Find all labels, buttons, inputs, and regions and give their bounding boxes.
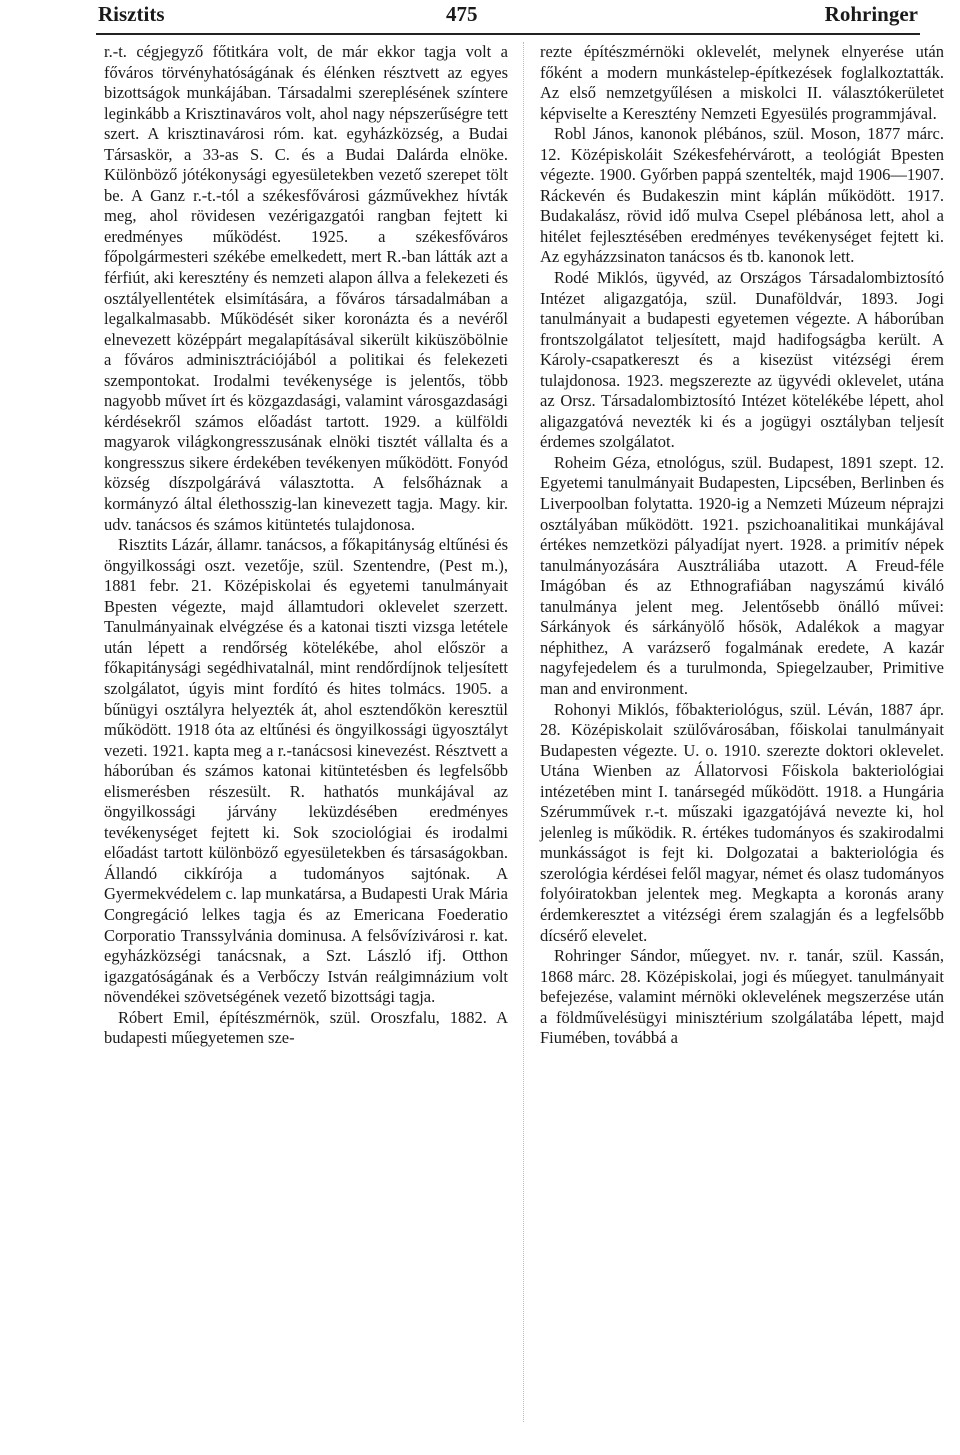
- entry-paragraph: r.-t. cégjegyző főtitkára volt, de már ekkor tagja volt a főváros törvényhatóságának és élénken résztvett az egyes bizottságok munkájában. Társadalmi szereplésének színtere leginkább a Krisztinaváros volt, ahol nagy népszerűségre tett szert. A krisztinavárosi róm. kat. egyházközség, a Budai Társaskör, a 33-as S. C. és a Budai Dalárda elnöke. Különböző jótékonysági egyesületekben vezető szerepet tölt be. A Ganz r.-t.-tól a székesfővárosi gázművekhez hívták meg, ahol rövidesen vezérigazgatói rangban fejtett ki eredményes működést. 1925. a székesfőváros főpolgármesteri székébe emelkedett, mert R.-ban látták azt a férfiút, aki keresztény és nemzeti alapon állva a felekezeti és osztályellentétek elsimítására, a főváros társadalmában a legalkalmasabb. Működését siker koronázta és a nevéről elnevezett középpárt megalapításával sikerült kiküszöbölnie a főváros adminisztrációjából a politikai és felekezeti szempontokat. Irodalmi tevékenysége is jelentős, több nagyobb művet írt és közgazdasági, valamint városgazdasági kérdésekről számos előadást tartott. 1929. a külföldi magyarok világkongresszusának elnöki tisztét vállalta és a kongresszus sikere érdekében tevékenyen működött. Fonyód község díszpolgárává választotta. A felsőháznak a kormányzó által élethosszig-lan kinevezett tagja. Magy. kir. udv. tanácsos és számos kitüntetés tulajdonosa.: [104, 42, 508, 534]
- right-column: [540, 42, 944, 1049]
- entry-paragraph: Roheim Géza, etnológus, szül. Budapest, 1891 szept. 12. Egyetemi tanulmányait Budapesten, Lipcsében, Berlinben és Liverpoolban folytatta. 1920-ig a Nemzeti Múzeum néprajzi osztályában működött. 1921. pszichoanalitikai munkájával értékes nemzetközi pályadíjat nyert. 1928. a primitív népek tanulmányozására Ausztráliába utazott. A Freud-féle Imágóban és az Ethnografiában nagyszámú kiváló tanulmánya jelent meg. Jelentősebb önálló művei: Sárkányok és sárkányölő hősök, Adalékok a magyar néphithez, A varázserő fogalmának eredete, A kazár nagyfejedelem és a turulmonda, Spiegelzauber, Primitive man and environment.: [540, 452, 944, 698]
- page-number: 475: [446, 2, 478, 26]
- entry-paragraph: Robl János, kanonok plébános, szül. Moson, 1877 márc. 12. Középiskoláit Székesfehérvárott, a teológiát Bpesten végezte. 1900. Győrben pappá szentelték, majd 1906—1907. Ráckevén és Budakeszin mint káplán működött. 1917. Budakalász, rövid idő mulva Csepel plébánosa lett, ahol a hitélet fejlesztésében eredményes tevékenységet fejtett ki. Az egyházzsinaton tanácsos és tb. kanonok lett.: [540, 124, 944, 267]
- left-column: [104, 42, 508, 1049]
- entry-paragraph: Risztits Lázár, államr. tanácsos, a főkapitányság eltűnési és öngyilkossági oszt. vezetője, szül. Szentendre, (Pest m.), 1881 febr. 21. Középiskolai és egyetemi tanulmányait Bpesten végezte, majd államtudori oklevelet szerzett. Tanulmányainak elvégzése és a katonai tiszti vizsga letétele után lépett a rendőrség kötelékébe, ahol először a főkapitánysági segédhivatalnál, mint rendőrdíjnok teljesített szolgálatot, úgyis mint fordító és hites tolmács. 1905. a bűnügyi osztályra helyezték át, ahol esztendőkön keresztül működött. 1918 óta az eltűnési és öngyilkossági ügyosztályt vezeti. 1921. kapta meg a r.-tanácsosi kinevezést. Résztvett a háborúban és számos katonai kitüntetésben és legfelsőbb elismerésben részesült. R. hathatós munkájával az öngyilkossági járvány leküzdésében eredményes tevékenységet fejtett ki. Sok szociológiai és irodalmi előadást tartott különböző egyesületekben és társaságokban. Állandó cikkírója a tudományos sajtónak. A Gyermekvédelem c. lap munkatársa, a Budapesti Urak Mária Congregáció lelkes tagja és az Emericana Foederatio Corporatio Transsylvánia dominusa. A felsővízivárosi r. kat. egyházközségi tanácsnak, a Szt. László ifj. Otthon igazgatóságának és a Verbőczy István reálgimnázium volt növendékei szövetségének vezető bizottsági tagja.: [104, 535, 508, 1007]
- entry-paragraph: Rohringer Sándor, műegyet. nv. r. tanár, szül. Kassán, 1868 márc. 28. Középiskolai, jogi és műegyet. tanulmányait befejezése, valamint mérnöki oklevelének megszerzése után a földművelésügyi minisztérium szolgálatába lépett, majd Fiumében, továbbá a: [540, 946, 944, 1048]
- running-head-left: Risztits: [98, 2, 165, 26]
- header-rule: [96, 33, 920, 35]
- entry-paragraph: rezte építészmérnöki oklevelét, melynek elnyerése után főként a modern munkástelep-építkezések foglalkoztatták. Az első nemzetgyűlésen a miskolci II. választókerületet képviselte a Keresztény Nemzeti Egyesülés programmjával.: [540, 42, 944, 123]
- entry-paragraph: Róbert Emil, építészmérnök, szül. Oroszfalu, 1882. A budapesti műegyetemen sze-: [104, 1007, 508, 1048]
- column-separator: [523, 42, 524, 1422]
- running-head-right: Rohringer: [824, 2, 918, 26]
- entry-paragraph: Rodé Miklós, ügyvéd, az Országos Társadalombiztosító Intézet aligazgatója, szül. Dunaföldvár, 1893. Jogi tanulmányait a budapesti egyetemen végezte. A háborúban frontszolgálatot teljesített, majd hadifogságba került. A Károly-csapatkereszt és a kisezüst vitézségi érem tulajdonosa. 1923. megszerezte az ügyvédi oklevelet, utána az Orsz. Társadalombiztosító Intézet kötelékébe lépett, ahol aligazgatóvá nevezték ki és a jogügyi osztályban teljesít érdemes szolgálatot.: [540, 268, 944, 452]
- entry-paragraph: Rohonyi Miklós, főbakteriológus, szül. Léván, 1887 ápr. 28. Középiskolait szülővárosában, főiskolai tanulmányait Budapesten végezte. U. o. 1910. szerezte doktori oklevelet. Utána Wienben az Állatorvosi Főiskola bakteriológiai intézetében mint I. tanársegéd működött. 1918. a Hungária Szérumművek r.-t. műszaki igazgatójává nevezte ki, hol jelenleg is működik. R. értékes tudományos és szakirodalmi munkásságot is fejt ki. Dolgozatai a bakteriológia és szerológia kérdései felől magyar, német és olasz tudományos folyóiratokban jelentek meg. Megkapta a koronás arany érdemkeresztet a vitézségi érem szalagján és a legfelsőbb dícsérő elevelet.: [540, 699, 944, 945]
- page-header: [0, 0, 960, 36]
